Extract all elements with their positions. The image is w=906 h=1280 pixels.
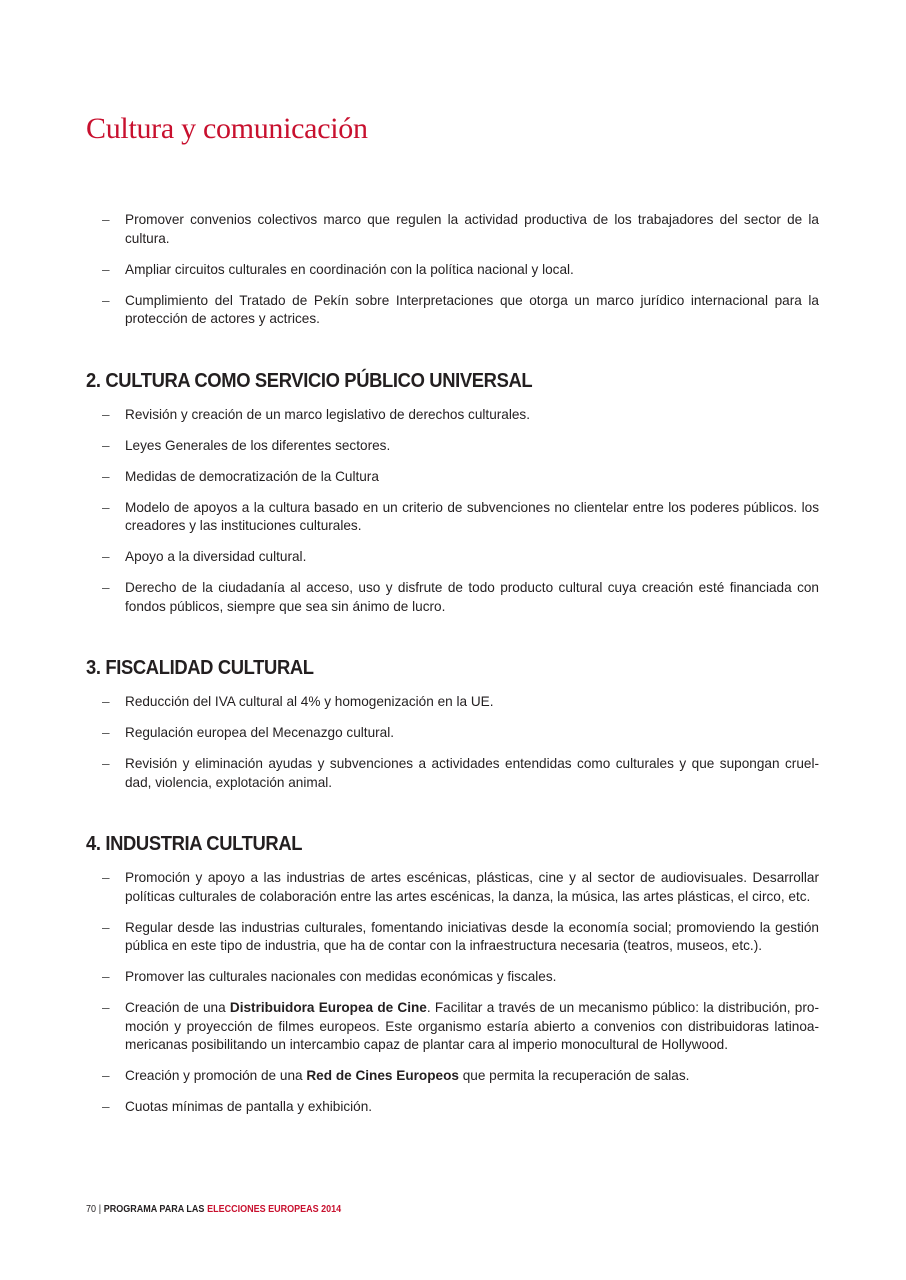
item-text: Promover convenios colectivos marco que regulen la actividad productiva de los trabajadores del sector de la cultura.	[125, 212, 819, 246]
section-heading: 2. CULTURA COMO SERVICIO PÚBLICO UNIVERSAL	[86, 369, 533, 392]
dash-bullet: –	[102, 292, 110, 308]
page-content	[86, 211, 819, 1129]
section-list	[86, 406, 819, 617]
item-text: Promover las culturales nacionales con medidas económicas y fiscales.	[125, 969, 557, 984]
footer-separator: |	[98, 1204, 102, 1215]
list-item	[86, 755, 819, 792]
list-item	[86, 919, 819, 956]
dash-bullet: –	[102, 549, 110, 564]
list-item	[86, 968, 819, 987]
list-item	[86, 1067, 819, 1086]
dash-bullet: –	[102, 694, 110, 709]
item-emphasis: Red de Cines Europeos	[306, 1068, 459, 1083]
dash-bullet: –	[102, 725, 110, 740]
list-item	[86, 261, 819, 280]
item-text: Ampliar circuitos culturales en coordinación con la política nacional y local.	[125, 261, 574, 277]
dash-bullet: –	[102, 437, 110, 453]
item-emphasis: Distribuidora Europea de Cine	[229, 1000, 427, 1015]
section-heading: 4. INDUSTRIA CULTURAL	[86, 833, 303, 855]
item-text: Revisión y creación de un marco legislativo de derechos culturales.	[125, 406, 530, 422]
item-text: Promoción y apoyo a las industrias de artes escénicas, plásticas, cine y al sector de audiovisuales. Desarrollar políticas culturales de colaboración entre las artes escénicas, la danza, la música, las artes plásticas, el circo, etc.	[125, 870, 819, 904]
item-text-continued: . Facilitar a través de un mecanismo público: la distribución, pro-moción y proyección de filmes europeos. Este organismo estaría abierto a convenios con distribuidoras latinoa-mericanas posibilitando un intercambio capaz de plantar cara al imperio monocultural de Hollywood.	[125, 1000, 819, 1052]
page-footer	[86, 1204, 341, 1215]
list-item	[86, 437, 819, 456]
list-item	[86, 999, 819, 1055]
item-text: Creación de una	[125, 1000, 230, 1015]
list-item	[86, 693, 819, 712]
list-item	[86, 869, 819, 906]
intro-list	[86, 211, 819, 329]
item-text: Cumplimiento del Tratado de Pekín sobre Interpretaciones que otorga un marco jurídico internacional para la protección de actores y actrices.	[125, 292, 819, 326]
dash-bullet: –	[102, 919, 110, 935]
item-text: Reducción del IVA cultural al 4% y homogenización en la UE.	[125, 694, 494, 709]
section-fiscalidad-cultural	[86, 657, 819, 792]
list-item	[86, 406, 819, 425]
list-item	[86, 1098, 819, 1117]
footer-program-label: PROGRAMA PARA LAS	[103, 1204, 205, 1215]
dash-bullet: –	[102, 212, 110, 227]
section-list	[86, 693, 819, 792]
list-item	[86, 499, 819, 536]
item-text: Apoyo a la diversidad cultural.	[125, 549, 307, 564]
dash-bullet: –	[102, 870, 110, 885]
dash-bullet: –	[102, 1068, 110, 1083]
section-list	[86, 869, 819, 1117]
dash-bullet: –	[102, 1099, 110, 1114]
dash-bullet: –	[102, 261, 110, 277]
section-industria-cultural	[86, 833, 819, 1117]
item-text: Medidas de democratización de la Cultura	[125, 468, 379, 484]
item-text: Modelo de apoyos a la cultura basado en un criterio de subvenciones no clientelar entre los poderes públicos. los creadores y las instituciones culturales.	[125, 499, 819, 533]
list-item	[86, 468, 819, 487]
list-item	[86, 292, 819, 329]
item-text: Cuotas mínimas de pantalla y exhibición.	[125, 1099, 373, 1114]
dash-bullet: –	[102, 468, 110, 484]
item-text: Revisión y eliminación ayudas y subvenciones a actividades entendidas como culturales y que supongan cruel-dad, violencia, explotación animal.	[125, 756, 819, 790]
dash-bullet: –	[102, 499, 110, 515]
item-text: Creación y promoción de una	[125, 1068, 307, 1083]
list-item	[86, 579, 819, 616]
page-title: Cultura y comunicación	[86, 112, 368, 145]
item-text: Regular desde las industrias culturales, fomentando iniciativas desde la economía social; promoviendo la gestión pública en este tipo de industria, que ha de contar con la infraestructura necesaria (teatros, museos, etc.).	[125, 919, 819, 953]
section-cultura-servicio-publico	[86, 370, 819, 617]
dash-bullet: –	[102, 406, 110, 422]
dash-bullet: –	[102, 756, 110, 771]
list-item	[86, 211, 819, 248]
footer-elections-label: ELECCIONES EUROPEAS 2014	[207, 1204, 342, 1215]
dash-bullet: –	[102, 1000, 110, 1015]
item-text: Leyes Generales de los diferentes sectores.	[125, 437, 391, 453]
dash-bullet: –	[102, 969, 110, 984]
section-heading: 3. FISCALIDAD CULTURAL	[86, 657, 314, 679]
item-text: Derecho de la ciudadanía al acceso, uso y disfrute de todo producto cultural cuya creación esté financiada con fondos públicos, siempre que sea sin ánimo de lucro.	[125, 580, 819, 614]
list-item	[86, 548, 819, 567]
item-text: Regulación europea del Mecenazgo cultural.	[125, 725, 395, 740]
page-number: 70	[86, 1204, 97, 1215]
list-item	[86, 724, 819, 743]
dash-bullet: –	[102, 580, 110, 595]
item-text-continued: que permita la recuperación de salas.	[458, 1068, 690, 1083]
